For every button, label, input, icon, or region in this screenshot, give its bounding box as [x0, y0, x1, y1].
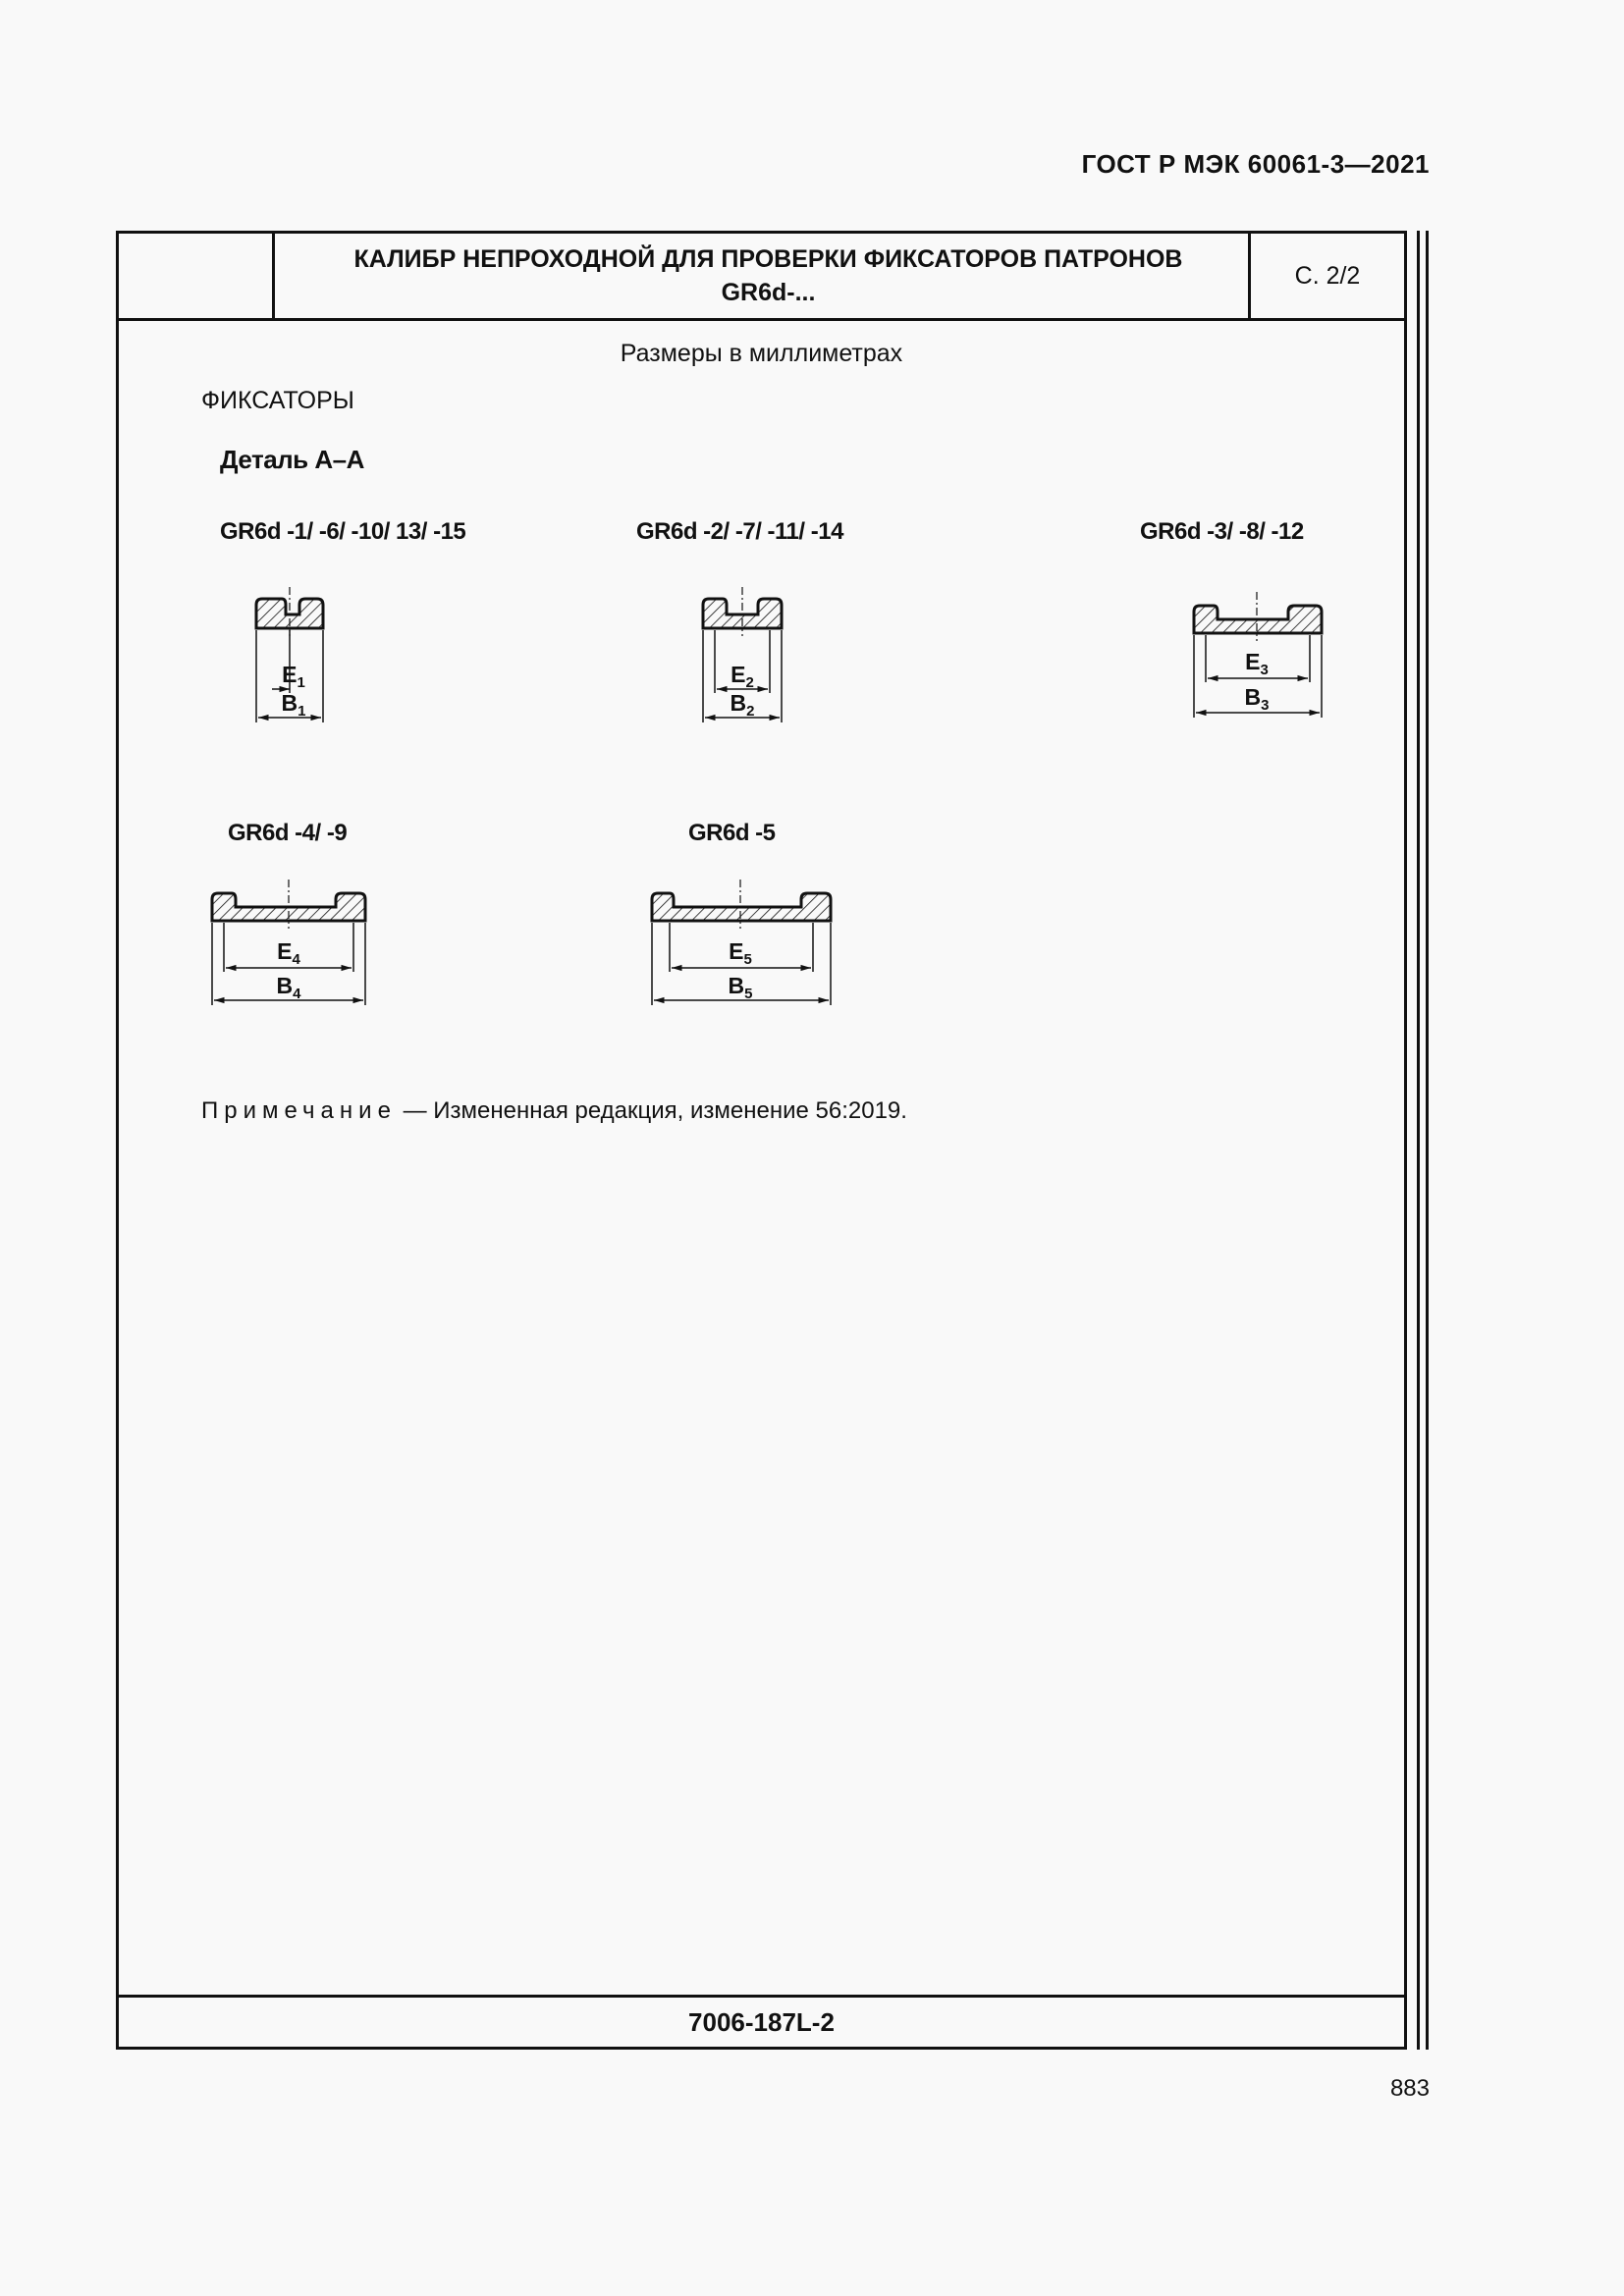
variant-5-b-label: $B_5$ — [728, 973, 753, 1002]
variant-3-e-label: $E_3$ — [1245, 649, 1269, 678]
header-empty-cell — [119, 234, 275, 318]
variant-3-b-label: $B_3$ — [1244, 684, 1270, 714]
sheet-indicator: С. 2/2 — [1248, 234, 1404, 318]
variant-4-e-label: $E_4$ — [277, 938, 300, 968]
title-block-header — [119, 234, 1404, 321]
frame-side-line-1 — [1417, 231, 1420, 2050]
variant-3-profile-drawing — [1184, 582, 1341, 720]
variant-1-profile-drawing — [246, 577, 374, 724]
variant-2-b-label: $B_2$ — [730, 690, 755, 720]
variant-3-section-shape — [1194, 606, 1322, 633]
variant-2-profile-drawing — [693, 577, 821, 724]
variant-3-label: GR6d -3/ -8/ -12 — [1140, 518, 1304, 545]
drawing-title-line2: GR6d-... — [721, 279, 816, 306]
variant-2-label: GR6d -2/ -7/ -11/ -14 — [636, 518, 843, 545]
page-number: 883 — [1389, 2075, 1430, 2102]
detail-title: Деталь А–А — [220, 445, 364, 474]
variant-1-e-label: $E_1$ — [282, 662, 305, 691]
frame-side-line-2 — [1426, 231, 1429, 2050]
variant-5-e-label: $E_5$ — [729, 938, 752, 968]
drawing-title-line1: КАЛИБР НЕПРОХОДНОЙ ДЛЯ ПРОВЕРКИ ФИКСАТОРОВ ПАТРОНОВ — [353, 245, 1183, 273]
variant-5-profile-drawing — [642, 870, 848, 1007]
variant-2-e-label: $E_2$ — [731, 662, 754, 691]
variant-5-label: GR6d -5 — [688, 820, 776, 846]
drawing-frame — [116, 231, 1407, 2050]
variant-4-profile-drawing — [202, 870, 389, 1007]
variant-4-b-label: $B_4$ — [276, 973, 301, 1002]
drawing-title — [275, 234, 1262, 318]
standard-number: ГОСТ Р МЭК 60061-3—2021 — [1081, 149, 1430, 179]
note — [201, 1097, 907, 1125]
drawing-number: 7006-187L-2 — [119, 1995, 1404, 2047]
note-text: — Измененная редакция, изменение 56:2019. — [396, 1097, 907, 1124]
variant-1-b-label: $B_1$ — [281, 690, 306, 720]
variant-5-section-shape — [652, 893, 831, 921]
units-note: Размеры в миллиметрах — [620, 340, 903, 367]
variant-1-label: GR6d -1/ -6/ -10/ 13/ -15 — [220, 518, 466, 545]
note-label: Примечание — [201, 1097, 397, 1124]
section-title: ФИКСАТОРЫ — [201, 387, 354, 414]
variant-4-label: GR6d -4/ -9 — [228, 820, 348, 846]
